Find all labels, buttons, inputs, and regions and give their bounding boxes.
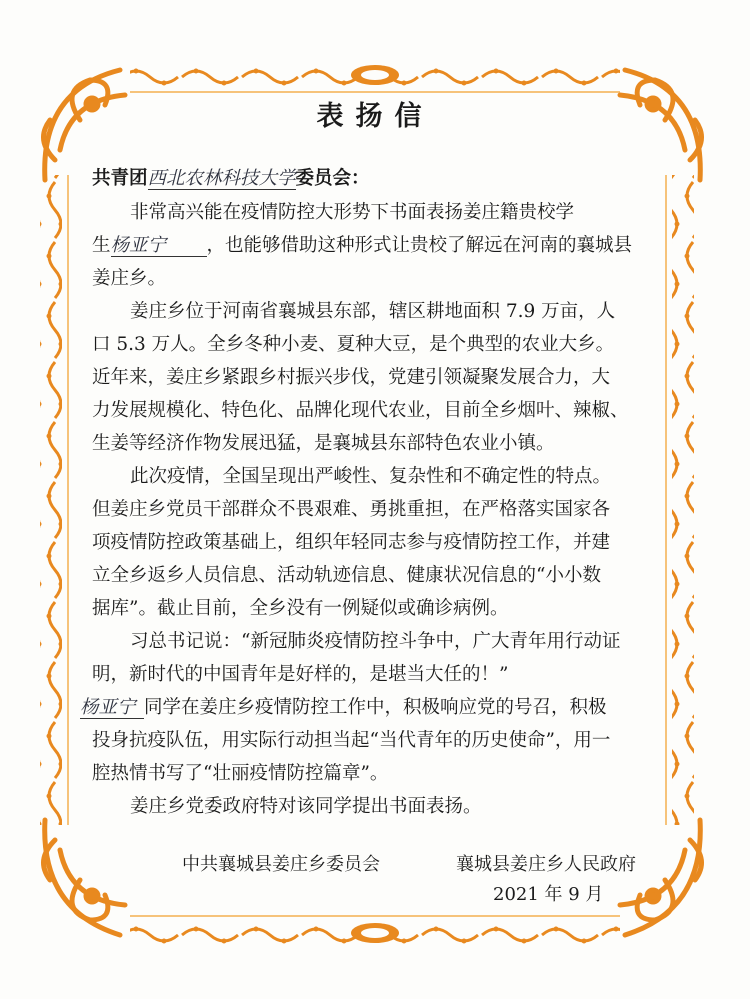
corner-ornament-bottom-left <box>44 820 125 935</box>
body-line-16-text: 同学在姜庄乡疫情防控工作中，积极响应党的号召，积极 <box>144 697 607 718</box>
body-line-14: 习总书记说：“新冠肺炎疫情防控斗争中，广大青年用行动证 <box>130 631 621 652</box>
student-name-handwritten-2: 杨亚宁 <box>80 699 144 719</box>
body-line-10: 但姜庄乡党员干部群众不畏艰难、勇挑重担，在严格落实国家各 <box>92 499 611 520</box>
top-medallion <box>351 65 399 85</box>
corner-ornament-bottom-right <box>620 820 701 935</box>
body-line-2 <box>92 237 632 257</box>
body-line-19: 姜庄乡党委政府特对该同学提出书面表扬。 <box>130 796 482 817</box>
body-line-16 <box>80 699 607 719</box>
addressee-line <box>92 170 370 190</box>
body-line-6: 近年来，姜庄乡紧跟乡村振兴步伐，党建引领凝聚发展合力，大 <box>92 367 611 388</box>
signature-party-committee: 中共襄城县姜庄乡委员会 <box>182 854 380 875</box>
body-line-18: 腔热情书写了“壮丽疫情防控篇章”。 <box>92 763 389 784</box>
addressee-handwritten: 西北农林科技大学 <box>147 168 296 189</box>
addressee-suffix: 委员会： <box>295 168 370 189</box>
body-line-11: 项疫情防控政策基础上，组织年轻同志参与疫情防控工作，并建 <box>92 532 611 553</box>
body-line-4: 姜庄乡位于河南省襄城县东部，辖区耕地面积 7.9 万亩，人 <box>130 301 616 322</box>
student-name-handwritten: 杨亚宁 <box>111 237 207 257</box>
body-line-5: 口 5.3 万人。全乡冬种小麦、夏种大豆，是个典型的农业大乡。 <box>92 334 615 355</box>
bottom-medallion <box>351 923 399 943</box>
addressee-prefix: 共青团 <box>92 168 148 189</box>
body-line-9: 此次疫情，全国呈现出严峻性、复杂性和不确定性的特点。 <box>130 466 612 487</box>
letter-title: 表扬信 <box>316 101 434 132</box>
body-line-8: 生姜等经济作物发展迅猛，是襄城县东部特色农业小镇。 <box>92 433 555 454</box>
signature-government: 襄城县姜庄乡人民政府 <box>456 854 636 875</box>
body-line-12: 立全乡返乡人员信息、活动轨迹信息、健康状况信息的“小小数 <box>92 565 601 586</box>
body-line-15: 明，新时代的中国青年是好样的，是堪当大任的！” <box>92 664 509 685</box>
body-line-7: 力发展规模化、特色化、品牌化现代农业，目前全乡烟叶、辣椒、 <box>92 400 629 421</box>
student-prefix: 生 <box>92 235 111 256</box>
body-line-1: 非常高兴能在疫情防控大形势下书面表扬姜庄籍贵校学 <box>130 202 575 223</box>
body-line-13: 据库”。截止目前，全乡没有一例疑似或确诊病例。 <box>92 598 509 619</box>
body-line-17: 投身抗疫队伍，用实际行动担当起“当代青年的历史使命”，用一 <box>92 730 611 751</box>
body-line-3: 姜庄乡。 <box>92 268 167 289</box>
body-line-2-text: ，也能够借助这种形式让贵校了解远在河南的襄城县 <box>206 235 633 256</box>
letter-date: 2021 年 9 月 <box>493 884 604 905</box>
